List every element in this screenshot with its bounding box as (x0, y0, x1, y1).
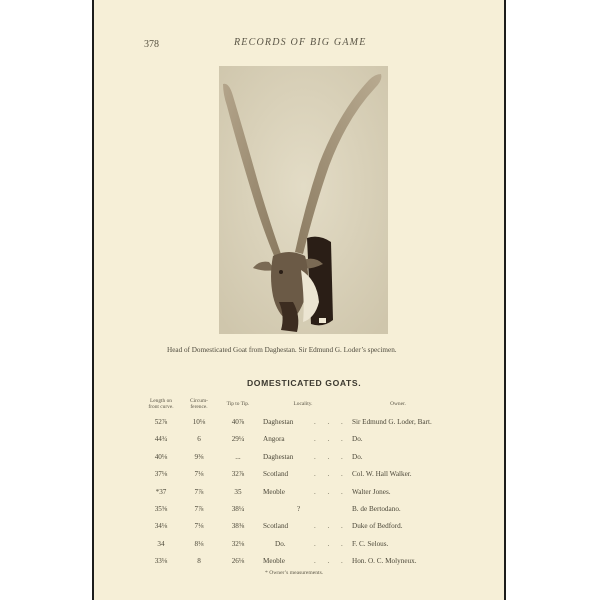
cell-owner: Hon. O. C. Molyneux. (352, 557, 417, 566)
cell-owner: Do. (352, 435, 363, 444)
header-length-line2: front curve. (148, 404, 174, 410)
cell-circ: 6 (197, 435, 201, 444)
cell-length: 52⅞ (154, 418, 168, 426)
header-owner: Owner. (390, 401, 406, 407)
cell-locality: ? (297, 505, 301, 513)
cell-tip: 29¼ (231, 435, 245, 444)
cell-owner: B. de Bertodano. (352, 505, 401, 513)
cell-owner: Sir Edmund G. Loder, Bart. (352, 418, 432, 426)
cell-dots: . . . (314, 522, 348, 531)
header-circ-line1: Circum- (190, 398, 208, 404)
figure-caption: Head of Domesticated Goat from Daghestan. Sir Edmund G. Loder’s specimen. (167, 346, 397, 354)
header-length (140, 398, 182, 410)
cell-dots: . . . (314, 557, 348, 566)
cell-circ: 7⅞ (194, 505, 204, 513)
scan-border-left (92, 0, 94, 600)
header-locality: Locality. (293, 401, 313, 407)
cell-dots: . . . (314, 452, 348, 461)
cell-tip: ... (235, 452, 241, 461)
cell-owner: Do. (352, 452, 363, 461)
cell-tip: 35 (234, 487, 242, 496)
cell-circ: 7⅞ (194, 487, 204, 496)
cell-circ: 7⅛ (194, 470, 204, 479)
cell-owner: Col. W. Hall Walker. (352, 470, 412, 479)
header-circumference (182, 398, 216, 410)
cell-length: *37 (155, 487, 167, 496)
page-number: 378 (144, 39, 159, 50)
cell-locality: Angora (263, 435, 285, 444)
scan-border-right (504, 0, 506, 600)
cell-circ: 8⅛ (194, 539, 204, 548)
cell-locality: Daghestan (263, 418, 294, 426)
cell-tip: 32⅞ (231, 470, 245, 479)
cell-dots: . . . (314, 418, 348, 426)
cell-owner: F. C. Selous. (352, 539, 389, 548)
cell-locality: Meoble (263, 487, 285, 496)
cell-dots: . . . (314, 487, 348, 496)
header-circ-line2: ference. (190, 404, 208, 410)
header-length-line1: Length on (149, 398, 172, 404)
cell-length: 35⅝ (154, 505, 168, 513)
cell-length: 34⅛ (154, 522, 168, 531)
cell-dots: . . . (314, 470, 348, 479)
cell-locality: Scotland (263, 522, 289, 531)
cell-tip: 40⅞ (231, 418, 245, 426)
cell-tip: 38¼ (231, 505, 245, 513)
table-title: DOMESTICATED GOATS. (247, 378, 362, 388)
cell-tip: 38⅜ (231, 522, 245, 531)
cell-circ: 9⅜ (194, 452, 204, 461)
table-footnote: * Owner’s measurements. (265, 570, 324, 576)
cell-dots: . . . (314, 539, 348, 548)
cell-owner: Duke of Bedford. (352, 522, 403, 531)
cell-dots: . . . (314, 435, 348, 444)
cell-length: 40⅛ (154, 452, 168, 461)
goat-head-illustration (219, 66, 388, 334)
cell-circ: 10⅛ (192, 418, 206, 426)
cell-length: 33⅛ (154, 557, 168, 566)
cell-tip: 26⅛ (231, 557, 245, 566)
cell-locality: Scotland (263, 470, 289, 479)
cell-length: 37⅛ (154, 470, 168, 479)
goat-head-photo (219, 66, 388, 334)
cell-tip: 32⅛ (231, 539, 245, 548)
cell-locality: Do. (275, 539, 286, 548)
cell-circ: 7⅛ (194, 522, 204, 531)
cell-circ: 8 (197, 557, 201, 566)
cell-locality: Meoble (263, 557, 285, 566)
cell-locality: Daghestan (263, 452, 294, 461)
running-head: RECORDS OF BIG GAME (234, 37, 367, 48)
cell-length: 44¾ (154, 435, 168, 444)
cell-length: 34 (157, 539, 165, 548)
header-tip-to-tip: Tip to Tip. (226, 401, 250, 407)
cell-owner: Walter Jones. (352, 487, 391, 496)
